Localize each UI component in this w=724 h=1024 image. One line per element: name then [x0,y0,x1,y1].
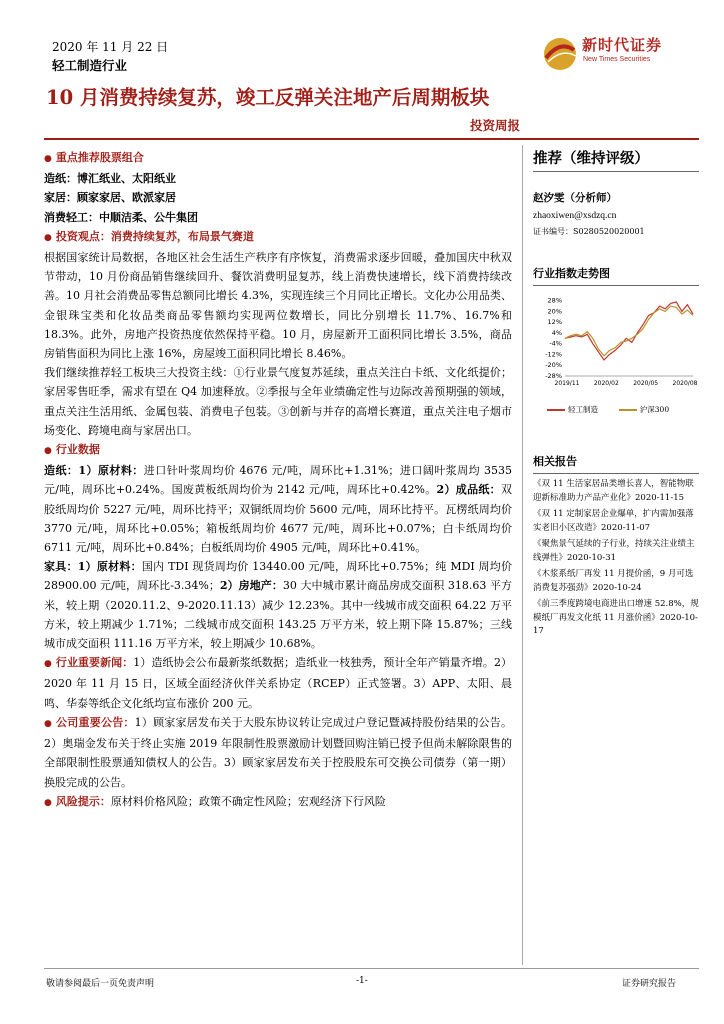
paragraph: 我们继续推荐轻工板块三大投资主线：①行业景气度复苏延续，重点关注白卡纸、文化纸提价；家居零售旺季，需求有望在 Q4 加速释放。②季报与全年业绩确定性与边际改善预期强的领域，重点关注生活用纸、金属包装、消费电子包装。③创新与并存的高增长赛道，重点关注电子烟市场变化、跨境电商与家居出口。 [44,366,512,437]
data-text: 双胶纸周均价 5227 元/吨，周环比持平；双铜纸周均价 5600 元/吨，周环比持平。瓦楞纸周均价 3770 元/吨，周环比+0.05%；箱板纸周均价 4677 元/吨，周环比+0.07%；白卡纸周均价 6711 元/吨，周环比+0.84%；白板纸周均价 4905 元/吨，周环比+0.41%。 [44,483,512,555]
legend-label-series2: 沪深300 [639,405,670,414]
x-tick-label: 2019/11 [554,380,580,387]
paragraph [44,653,512,713]
section-heading: 投资观点：消费持续复苏，布局景气赛道 [55,229,254,243]
analyst-cert: 证书编号：S0280520020001 [533,227,645,236]
x-tick-label: 2020/08 [672,380,698,387]
paragraph: 根据国家统计局数据，各地区社会生活生产秩序有序恢复，消费需求逐步回暖，叠加国庆中秋双节带动，10 月份商品销售继续回升、餐饮消费明显复苏，线上消费快速增长，线下消费持续改善。10 月社会消费品零售总额同比增长 4.3%，实现连续三个月同比正增长。文化办公用品类、金银珠宝类和化妆品类商品零售额均实现两位数增长，同比分别增长 11.7%、16.7%和 18.3%。此外，房地产投资热度依然保持平稳。10 月，房屋新开工面积同比增长 3.5%，商品房销售面积为同比上涨 16%，房屋竣工面积同比增长 8.46%。 [44,251,512,361]
news-text: 1）造纸协会公布最新浆纸数据；造纸业一枝独秀，预计全年产销量齐增。2）2020 年 11 月 15 日，区域全面经济伙伴关系协定（RCEP）正式签署。3）APP、太阳、晨鸣、华泰等纸企文化纸均宣布涨价 200 元。 [44,656,512,710]
chart-legend [547,404,669,415]
report-category: 证券研究报告 [622,979,677,989]
sector-stocks: 中顺洁柔、公牛集团 [99,210,198,224]
logo-english-name: New Times Securities [583,56,651,63]
series-line-1 [565,302,693,360]
related-report-link[interactable]: 《双 11 生活家居品类增长喜人，智能物联迎新标准助力产品产业化》2020-11-15 [533,479,694,503]
chart-title: 行业指数走势图 [533,267,610,280]
column-divider [522,145,523,965]
industry-name: 轻工制造行业 [52,58,128,73]
paragraph [44,713,512,792]
bullet-icon: ● [44,659,52,670]
section-heading: 行业重要新闻： [55,656,134,670]
disclaimer-note: 敬请参阅最后一页免责声明 [46,979,155,989]
industry-index-chart [533,290,701,405]
report-body [44,148,512,813]
report-type: 投资周报 [470,118,521,133]
bullet-icon: ● [44,446,52,457]
section-heading: 风险提示： [55,794,111,808]
data-label: 造纸：1）原材料： [44,464,144,478]
data-label: 家具：1）原材料： [44,560,142,574]
header-divider [44,138,699,140]
y-tick-label: 28% [547,296,562,305]
series-line-2 [565,306,693,356]
y-tick-label: -28% [545,372,562,380]
related-report-link[interactable]: 《木浆系纸厂再发 11 月提价函，9 月可选消费复苏强劲》2020-10-24 [533,569,694,593]
related-divider [533,473,699,474]
bullet-icon: ● [44,232,52,243]
sector-label: 家居： [44,191,77,205]
bullet-icon: ● [44,154,52,164]
page-number: -1- [356,976,368,986]
company-logo [540,34,680,74]
y-tick-label: -20% [545,361,562,370]
rating: 推荐（维持评级） [533,150,649,167]
sidebar [533,145,701,286]
legend-swatch-series2 [619,409,637,411]
risk-text: 原材料价格风险；政策不确定性风险；宏观经济下行风险 [110,794,386,808]
x-tick-label: 2020/05 [633,380,659,387]
y-tick-label: -12% [545,350,562,359]
legend-label-series1: 轻工制造 [568,405,598,414]
section-heading: 行业数据 [55,443,100,457]
y-tick-label: 12% [547,318,562,327]
rating-divider [533,171,699,172]
report-date: 2020 年 11 月 22 日 [52,40,169,54]
section-heading: 公司重要公告： [56,715,135,729]
section-heading: 重点推荐股票组合 [55,151,144,164]
logo-globe-icon [540,34,580,74]
related-report-link[interactable]: 《前三季度跨境电商进出口增速 52.8%，规模纸厂再发文化纸 11 月涨价函》2020-10-17 [533,599,699,636]
related-reports [533,453,701,639]
logo-chinese-name: 新时代证券 [582,36,663,54]
x-tick-label: 2020/02 [593,380,619,387]
data-text: 30 大中城市累计商品房成交面积 318.63 平方米，较上期（2020.11.2、9-2020.11.13）减少 12.23%。其中一线城市成交面积 64.22 万平方米，较上期减少 1.71%；二线城市成交面积 143.25 万平方米，较上期下降 15.87%；三线城市成交面积 111.16 万平方米，较上期减少 10.68%。 [44,579,512,651]
page-title: 10 月消费持续复苏，竣工反弹关注地产后周期板块 [46,86,490,109]
paragraph [44,461,512,557]
related-heading: 相关报告 [533,455,577,468]
y-tick-label: 4% [551,328,562,337]
bullet-icon: ● [44,797,52,808]
sector-stocks: 博汇纸业、太阳纸业 [77,172,176,186]
analyst-name: 赵汐雯（分析师） [533,192,617,204]
sector-label: 消费轻工： [44,210,99,224]
legend-swatch-series1 [547,409,565,411]
data-label: 2）房地产： [219,579,283,593]
announcement-text: 1）顾家家居发布关于大股东协议转让完成过户登记暨减持股份结果的公告。2）奥瑞金发布关于终止实施 2019 年限制性股票激励计划暨回购注销已授予但尚未解除限售的全部限制性股票通知债权人的公告。3）顾家家居发布关于控股股东可交换公司债券（第一期）换股完成的公告。 [44,715,512,789]
paragraph [44,557,512,653]
sector-label: 造纸： [44,172,77,186]
y-tick-label: 20% [547,307,562,316]
chart-title-divider [533,285,699,286]
sector-stocks: 顾家家居、欧派家居 [77,191,176,205]
related-report-link[interactable]: 《双 11 定制家居企业爆单，扩内需加强落实老旧小区改造》2020-11-07 [533,509,694,533]
footer-divider [44,968,699,969]
related-report-link[interactable]: 《聚焦景气延续的子行业，持续关注业绩主线弹性》2020-10-31 [533,539,695,563]
analyst-email[interactable]: zhaoxiwen@xsdzq.cn [533,211,617,221]
paragraph [44,792,512,813]
data-text: 进口针叶浆周均价 4676 元/吨，周环比+1.31%；进口阔叶浆周均 3535 元/吨，周环比+0.24%。国废黄板纸周均价为 2142 元/吨，周环比+0.42%。 [44,464,513,497]
y-tick-label: -4% [549,339,562,348]
data-text: 国内 TDI 现货周均价 13440.00 元/吨，周环比+0.75%；纯 MDI 周均价 28900.00 元/吨，周环比-3.34%； [44,560,512,593]
data-label: 2）成品纸： [436,483,501,497]
bullet-icon: ● [44,718,53,729]
